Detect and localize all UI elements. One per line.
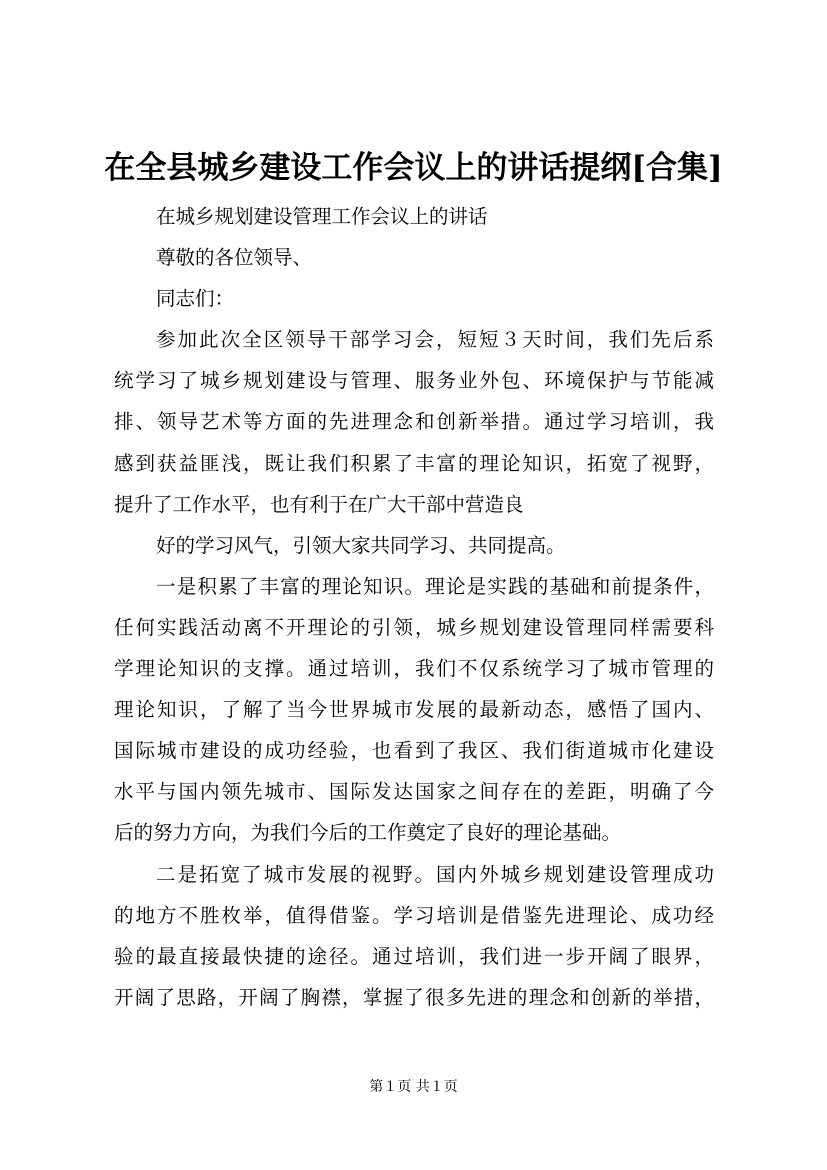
paragraph-line: 的地方不胜枚举，值得借鉴。学习培训是借鉴先进理论、成功经 [114, 903, 714, 927]
paragraph-line: 排、领导艺术等方面的先进理念和创新举措。通过学习培训，我 [114, 410, 714, 434]
paragraph-line: 同志们： [156, 287, 235, 311]
paragraph-line: 参加此次全区领导干部学习会，短短３天时间，我们先后系 [156, 328, 714, 352]
paragraph-line: 验的最直接最快捷的途径。通过培训，我们进一步开阔了眼界， [114, 944, 714, 968]
paragraph-line: 任何实践活动离不开理论的引领，城乡规划建设管理同样需要科 [114, 615, 714, 639]
paragraph-line: 学理论知识的支撑。通过培训，我们不仅系统学习了城市管理的 [114, 657, 714, 681]
paragraph-line: 水平与国内领先城市、国际发达国家之间存在的差距，明确了今 [114, 780, 714, 804]
paragraph-line: 理论知识，了解了当今世界城市发展的最新动态，感悟了国内、 [114, 698, 714, 722]
paragraph-line: 尊敬的各位领导、 [156, 246, 313, 270]
document-title: 在全县城乡建设工作会议上的讲话提纲[合集] [104, 150, 723, 186]
paragraph-line: 好的学习风气，引领大家共同学习、共同提高。 [156, 533, 566, 557]
paragraph-line: 在城乡规划建设管理工作会议上的讲话 [156, 205, 488, 228]
paragraph-line: 开阔了思路，开阔了胸襟，掌握了很多先进的理念和创新的举措， [114, 985, 714, 1009]
paragraph-line: 感到获益匪浅，既让我们积累了丰富的理论知识，拓宽了视野， [114, 451, 714, 475]
paragraph-line: 后的努力方向，为我们今后的工作奠定了良好的理论基础。 [114, 821, 622, 845]
paragraph-line: 统学习了城乡规划建设与管理、服务业外包、环境保护与节能减 [114, 369, 714, 393]
paragraph-line: 国际城市建设的成功经验，也看到了我区、我们街道城市化建设 [114, 739, 714, 763]
paragraph-line: 提升了工作水平，也有利于在广大干部中营造良 [114, 492, 524, 516]
paragraph-line: 一是积累了丰富的理论知识。理论是实践的基础和前提条件， [156, 574, 714, 598]
page-footer: 第１页 共１页 [369, 1079, 458, 1095]
document-body [114, 196, 714, 1018]
paragraph-line: 二是拓宽了城市发展的视野。国内外城乡规划建设管理成功 [156, 862, 714, 886]
